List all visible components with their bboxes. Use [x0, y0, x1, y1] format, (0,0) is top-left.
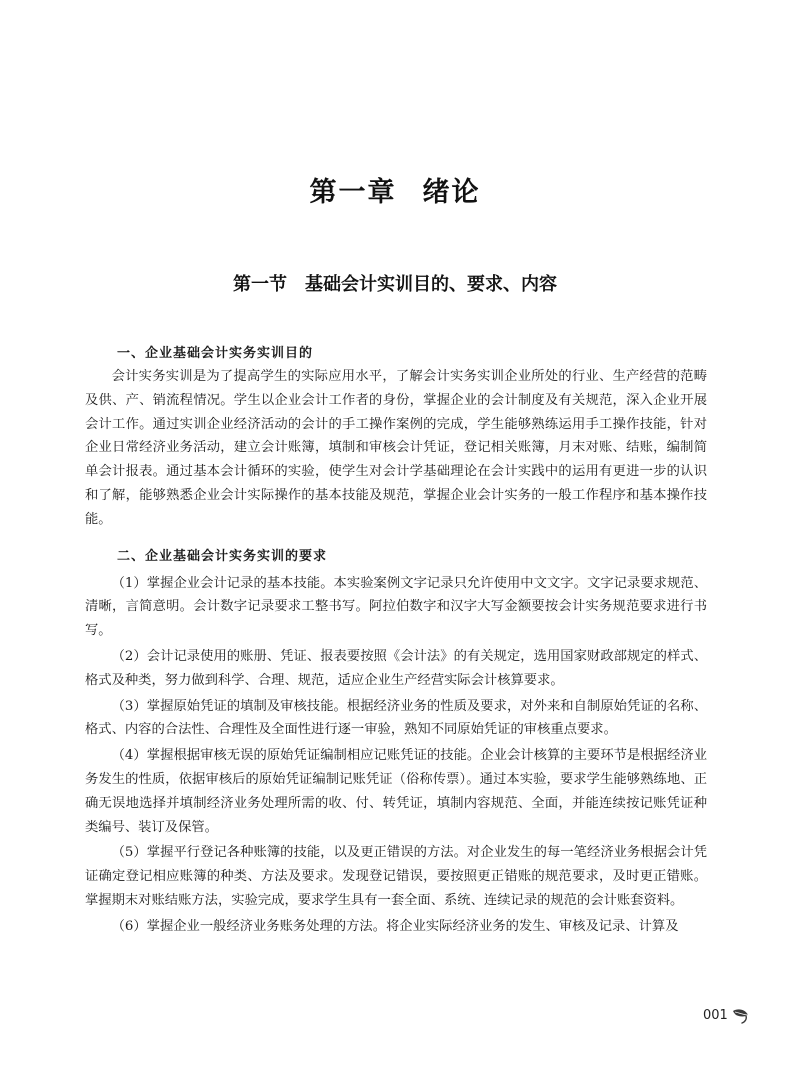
chapter-name: 绪论: [422, 177, 481, 208]
section-number: 第一节: [233, 274, 287, 295]
section-name: 基础会计实训目的、要求、内容: [305, 274, 557, 295]
page-number: 001: [703, 1008, 728, 1023]
requirement-item-4: （4）掌握根据审核无误的原始凭证编制相应记账凭证的技能。企业会计核算的主要环节是根据经济业务发生的性质，依据审核后的原始凭证编制记账凭证（俗称传票）。通过本实验，要求学生能够熟练地、正确无误地选择并填制经济业务处理所需的收、付、转凭证，填制内容规范、全面，并能连续按记账凭证种类编号、装订及保管。: [85, 748, 707, 835]
chapter-number: 第一章: [309, 177, 397, 208]
requirement-item-5: （5）掌握平行登记各种账簿的技能，以及更正错误的方法。对企业发生的每一笔经济业务根据会计凭证确定登记相应账簿的种类、方法及要求。发现登记错误，要按照更正错账的规范要求，及时更正错账。掌握期末对账结账方法，实验完成，要求学生具有一套全面、系统、连续记录的规范的会计账套资料。: [85, 845, 707, 908]
chapter-title: [0, 170, 790, 209]
subheading-purpose: 一、企业基础会计实务实训目的: [117, 346, 314, 361]
requirement-item-2: （2）会计记录使用的账册、凭证、报表要按照《会计法》的有关规定，选用国家财政部规定的样式、格式及种类，努力做到科学、合理、规范，适应企业生产经营实际会计核算要求。: [85, 648, 707, 688]
section-title: [0, 270, 790, 296]
requirement-item-1: （1）掌握企业会计记录的基本技能。本实验案例文字记录只允许使用中文文字。文字记录要求规范、清晰，言简意明。会计数字记录要求工整书写。阿拉伯数字和汉字大写金额要按会计实务规范要求进行书写。: [85, 575, 707, 639]
subheading-requirements: 二、企业基础会计实务实训的要求: [117, 548, 328, 564]
body-content: [85, 343, 707, 939]
leaf-icon: [731, 1005, 753, 1025]
requirement-item-3: （3）掌握原始凭证的填制及审核技能。根据经济业务的性质及要求，对外来和自制原始凭证的名称、格式、内容的合法性、合理性及全面性进行逐一审验，熟知不同原始凭证的审核重点要求。: [85, 698, 707, 738]
paragraph-purpose: 会计实务实训是为了提高学生的实际应用水平，了解会计实务实训企业所处的行业、生产经营的范畴及供、产、销流程情况。学生以企业会计工作者的身份，掌握企业的会计制度及有关规范，深入企业开展会计工作。通过实训企业经济活动的会计的手工操作案例的完成，学生能够熟练运用手工操作技能，针对企业日常经济业务活动，建立会计账簿，填制和审核会计凭证，登记相关账簿，月末对账、结账，编制简单会计报表。通过基本会计循环的实验，使学生对会计学基础理论在会计实践中的运用有更进一步的认识和了解，能够熟悉企业会计实际操作的基本技能及规范，掌握企业会计实务的一般工作程序和基本操作技能。: [85, 369, 707, 527]
requirement-item-6: （6）掌握企业一般经济业务账务处理的方法。将企业实际经济业务的发生、审核及记录、计算及: [111, 918, 679, 934]
